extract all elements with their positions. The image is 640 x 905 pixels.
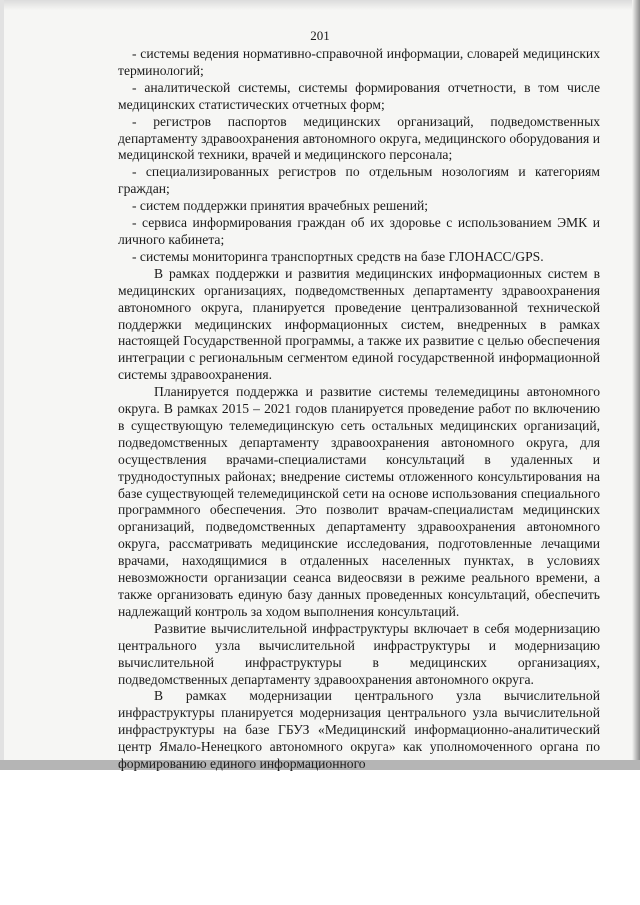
- scan-left-shadow: [0, 0, 4, 770]
- bullet-item: - аналитической системы, системы формирования отчетности, в том числе медицинских статистических отчетных форм;: [118, 79, 600, 112]
- bullet-item: - специализированных регистров по отдельным нозологиям и категориям граждан;: [118, 164, 600, 197]
- scan-right-shadow: [632, 0, 640, 770]
- bullet-item: - регистров паспортов медицинских организаций, подведомственных департаменту здравоохранения автономного округа, медицинского оборудования и медицинской техники, врачей и медицинского персонала;: [118, 113, 600, 163]
- paragraph: В рамках модернизации центрального узла вычислительной инфраструктуры планируется модернизация центрального узла вычислительной инфраструктуры на базе ГБУЗ «Медицинский информационно-аналитический центр Ямало-Ненецкого автономного округа» как уполномоченного органа по формированию единого информационного: [118, 688, 600, 772]
- paragraph: Планируется поддержка и развитие системы телемедицины автономного округа. В рамках 2015 – 2021 годов планируется проведение работ по включению в существующую телемедицинскую сеть остальных медицинских организаций, подведомственных департаменту здравоохранения автономного округа, для осуществления врачами-специалистами консультаций в удаленных и труднодоступных районах; внедрение системы отложенного консультирования на базе существующей телемедицинской сети на основе использования специального программного обеспечения. Это позволит врачам-специалистам медицинских организаций, подведомственных департаменту здравоохранения автономного округа, рассматривать медицинские исследования, подготовленные лечащими врачами, находящимися в отдаленных населенных пунктах, в условиях невозможности организации сеанса видеосвязи в режиме реального времени, а также организовать единую базу данных проведенных консультаций, обеспечить надлежащий контроль за ходом выполнения консультаций.: [118, 384, 600, 619]
- scan-top-shadow: [0, 0, 640, 10]
- bullet-item: - систем поддержки принятия врачебных решений;: [132, 198, 429, 214]
- paragraph: Развитие вычислительной инфраструктуры включает в себя модернизацию центрального узла вычислительной инфраструктуры и модернизацию вычислительной инфраструктуры в медицинских организациях, подведомственных департаменту здравоохранения автономного округа.: [118, 620, 600, 687]
- bullet-item: - системы мониторинга транспортных средств на базе ГЛОНАСС/GPS.: [132, 248, 544, 264]
- paragraph: В рамках поддержки и развития медицинских информационных систем в медицинских организациях, подведомственных департаменту здравоохранения автономного округа, планируется проведение централизованной технической поддержки медицинских информационных систем, внедренных в рамках настоящей Государственной программы, а также их развитие с целью обеспечения интеграции с региональным сегментом единой государственной информационной системы здравоохранения.: [118, 265, 600, 383]
- bullet-item: - системы ведения нормативно-справочной информации, словарей медицинских терминологий;: [118, 46, 600, 78]
- page-number: 201: [310, 28, 330, 43]
- bullet-item: - сервиса информирования граждан об их здоровье с использованием ЭМК и личного кабинета;: [118, 215, 600, 247]
- document-body: [118, 46, 600, 773]
